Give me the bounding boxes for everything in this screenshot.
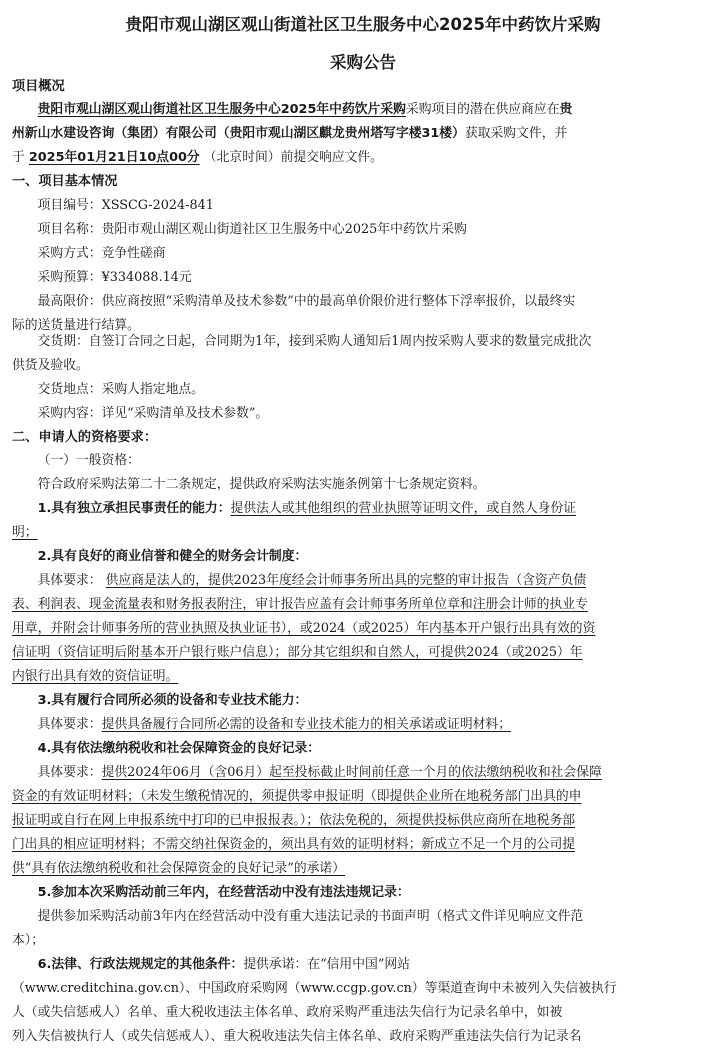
project-number: 项目编号：XSSCG-2024-841 [37, 198, 214, 213]
requirement-text: 门出具的相应证明材料；不需交纳社保资金的，须出具有效的证明材料；新成立不足一个月的公司提 [12, 837, 576, 852]
overview-text: 采购项目的潜在供应商应在 [405, 102, 560, 117]
overview-place: 贵 [559, 102, 573, 117]
overview-line [12, 98, 714, 122]
requirement-3-detail [12, 713, 714, 737]
requirement-label: 具体要求： [37, 765, 102, 780]
requirement-text: 用章，并附会计师事务所的营业执照及执业证书），或2024（或2025）年内基本开户银行出具有效的资 [12, 621, 596, 636]
max-price: 最高限价：供应商按照“采购清单及技术参数”中的最高单价限价进行整体下浮率报价，以最终实 [37, 294, 576, 309]
requirement-text: 明； [12, 525, 38, 540]
delivery-period: 交货期：自签订合同之日起，合同期为1年，接到采购人通知后1周内按采购人要求的数量完成批次 [37, 334, 592, 349]
section2-heading: 二、申请人的资格要求： [12, 430, 158, 445]
requirement-text: 提供承诺：在“信用中国”网站 [243, 957, 410, 972]
requirement-3-title: 3.具有履行合同所必须的设备和专业技术能力： [37, 693, 308, 708]
requirement-text: （www.creditchina.gov.cn）、中国政府采购网（www.ccgp.gov.cn）等渠道查询中未被列入失信被执行 [12, 981, 617, 996]
general-qualification-text: 符合政府采购法第二十二条规定，提供政府采购法实施条例第十七条规定资料。 [37, 477, 486, 492]
requirement-6 [12, 953, 714, 977]
requirement-title: 1.具有独立承担民事责任的能力： [37, 501, 231, 516]
requirement-text: 供“具有依法缴纳税收和社会保障资金的良好记录”的承诺） [12, 861, 346, 876]
requirement-4-title: 4.具有依法缴纳税收和社会保障资金的良好记录： [37, 741, 321, 756]
requirement-text: 表、利润表、现金流量表和财务报表附注，审计报告应盖有会计师事务所单位章和注册会计师的执业专 [12, 597, 588, 612]
requirement-text: 供应商是法人的，提供2023年度经会计师事务所出具的完整的审计报告（含资产负债 [105, 573, 587, 588]
requirement-label: 具体要求： [37, 717, 102, 732]
requirement-text: 人（或失信惩戒人）名单、重大税收违法主体名单、政府采购严重违法失信行为记录名单中，如被 [12, 1005, 563, 1020]
overview-text: 于 [12, 150, 25, 165]
requirement-text: 本）； [12, 933, 44, 948]
requirement-text: 内银行出具有效的资信证明。 [12, 669, 179, 684]
overview-heading: 项目概况 [12, 79, 65, 94]
overview-project-name: 贵阳市观山湖区观山街道社区卫生服务中心2025年中药饮片采购 [37, 102, 406, 117]
procurement-content: 采购内容：详见“采购清单及技术参数”。 [37, 406, 269, 421]
overview-place: 州新山水建设咨询（集团）有限公司（贵阳市观山湖区麒龙贵州塔写字楼31楼） [12, 126, 465, 141]
requirement-text: 资金的有效证明材料；（未发生缴税情况的，须提供零申报证明（即提供企业所在地税务部门出具的申 [12, 789, 582, 804]
requirement-text: 提供参加采购活动前3年内在经营活动中没有重大违法记录的书面声明（格式文件详见响应文件范 [37, 909, 584, 924]
requirement-1 [12, 497, 714, 521]
document-subtitle: 采购公告 [330, 53, 396, 72]
section1-heading: 一、项目基本情况 [12, 174, 118, 189]
requirement-5-title: 5.参加本次采购活动前三年内，在经营活动中没有违法违规记录： [37, 885, 410, 900]
procurement-method: 采购方式：竞争性磋商 [37, 246, 166, 261]
overview-text: （北京时间）前提交响应文件。 [203, 150, 383, 165]
requirement-text: 信证明（资信证明后附基本开户银行账户信息）；部分其它组织和自然人，可提供2024（或2025）年 [12, 645, 583, 660]
requirement-4-detail [12, 761, 714, 785]
requirement-title: 6.法律、行政法规规定的其他条件： [37, 957, 244, 972]
requirement-2-detail [12, 569, 714, 593]
delivery-location: 交货地点：采购人指定地点。 [37, 382, 204, 397]
requirement-text: 提供具备履行合同所必需的设备和专业技术能力的相关承诺或证明材料； [101, 717, 512, 732]
project-name: 项目名称：贵阳市观山湖区观山街道社区卫生服务中心2025年中药饮片采购 [37, 222, 467, 237]
max-price-cont: 际的送货量进行结算。 [12, 318, 140, 333]
requirement-label: 具体要求： [37, 573, 102, 588]
requirement-text: 提供2024年06月（含06月）起至投标截止时间前任意一个月的依法缴纳税收和社会保障 [101, 765, 602, 780]
overview-line [12, 146, 714, 170]
requirement-text: 列入失信被执行人（或失信惩戒人）、重大税收违法失信主体名单、政府采购严重违法失信行为记录名 [12, 1029, 582, 1044]
requirement-2-title: 2.具有良好的商业信誉和健全的财务会计制度： [37, 549, 308, 564]
requirement-text: 提供法人或其他组织的营业执照等证明文件，或自然人身份证 [230, 501, 577, 516]
general-qualification-heading: （一）一般资格： [37, 453, 140, 468]
procurement-budget: 采购预算：¥334088.14元 [37, 270, 192, 285]
overview-line [12, 122, 714, 146]
requirement-text: 报证明或自行在网上申报系统中打印的已申报报表。）；依法免税的，须提供投标供应商所在地税务部 [12, 813, 576, 828]
overview-text: 获取采购文件，并 [464, 126, 568, 141]
delivery-period-cont: 供货及验收。 [12, 358, 89, 373]
document-title: 贵阳市观山湖区观山街道社区卫生服务中心2025年中药饮片采购 [125, 15, 601, 34]
overview-deadline: 2025年01月21日10点00分 [28, 150, 200, 165]
